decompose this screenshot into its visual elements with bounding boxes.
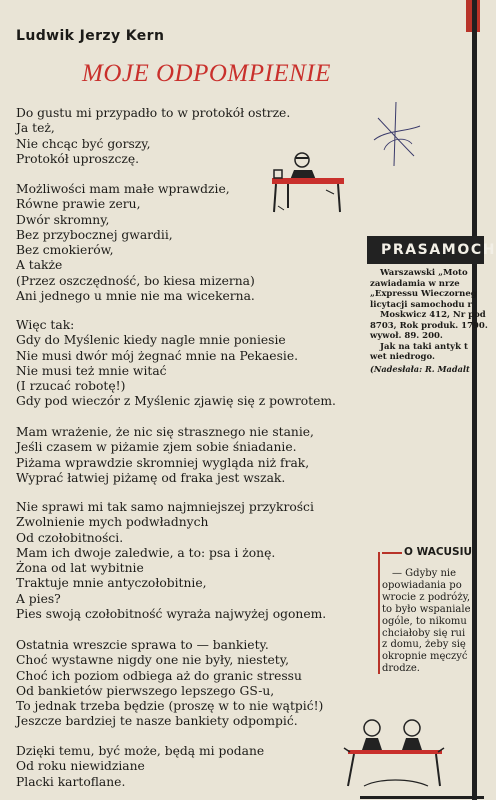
poem-line: Pies swoją czołobitność wyraża najwyżej ogonem.: [16, 607, 327, 622]
sidebar-line: Jak na taki antyk t: [380, 341, 468, 352]
poem-line: Piżama wprawdzie skromniej wygląda niż frak,: [16, 455, 310, 470]
poem-line: Żona od lat wybitnie: [16, 561, 144, 576]
sidebar-line: Warszawski „Moto: [380, 268, 468, 278]
poem-line: Jeśli czasem w piżamie zjem sobie śniadanie.: [16, 440, 297, 455]
sidebar-line: chciałoby się rui: [382, 627, 466, 639]
poem-line: Nie sprawi mi tak samo najmniejszej przykrości: [16, 500, 314, 514]
poem-line: Bez przybocznej gwardii,: [16, 227, 173, 242]
stanza-1: [16, 106, 290, 167]
poem-line: A także: [16, 258, 63, 273]
poem-line: Dwór skromny,: [16, 212, 110, 227]
poem-line: Jeszcze bardziej te nasze bankiety odpompić.: [16, 714, 298, 729]
poem-line: Do gustu mi przypadło to w protokół ostrze.: [16, 106, 291, 120]
sidebar-line: z domu, żeby się: [382, 639, 466, 651]
poem-line: Więc tak:: [16, 318, 75, 332]
poem-line: Możliwości mam małe wprawdzie,: [16, 182, 230, 196]
poem-line: Gdy pod wieczór z Myślenic zjawię się z powrotem.: [16, 394, 336, 409]
poem-line: Nie musi też mnie witać: [16, 363, 167, 378]
bottom-rule: [360, 796, 484, 799]
sidebar-line: opowiadania po: [382, 579, 462, 591]
poem-line: Nie musi dwór mój żegnać mnie na Pekaesie.: [16, 348, 299, 363]
poem-line: Od roku niewidziane: [16, 759, 145, 774]
poem-line: Bez cmokierów,: [16, 243, 114, 258]
poem-line: Od bankietów pierwszego lepszego GS-u,: [16, 683, 275, 698]
poem-line: Mam ich dwoje zaledwie, a to: psa i żonę.: [16, 545, 276, 560]
poem-line: Zwolnienie mych podwładnych: [16, 515, 209, 530]
stanza-7: [16, 744, 264, 790]
wacusiu-heading: O WACUSIU: [404, 546, 473, 558]
poem-line: Traktuje mnie antyczołobitnie,: [16, 576, 207, 591]
poem-line: (Przez oszczędność, bo kiesa mizerna): [16, 273, 255, 288]
sidebar-line: „Expressu Wieczorneg: [370, 289, 477, 299]
poem-title: MOJE ODPOMPIENIE: [82, 60, 331, 87]
stanza-4: [16, 425, 314, 486]
author-name: Ludwik Jerzy Kern: [16, 28, 165, 44]
poem-line: Placki kartoflane.: [16, 774, 126, 789]
prasamoch-heading: PRASAMOCH: [367, 236, 484, 264]
desk-cartoon-illustration: [268, 150, 348, 216]
wacusiu-left-rule: [378, 552, 380, 674]
poem-line: Mam wrażenie, że nic się strasznego nie stanie,: [16, 425, 314, 439]
wacusiu-body: [382, 568, 484, 675]
poem-line: Protokół uproszczę.: [16, 151, 140, 166]
stanza-6: [16, 638, 323, 730]
poem-line: Ostatnia wreszcie sprawa to — bankiety.: [16, 638, 269, 652]
sidebar-line: drodze.: [382, 663, 420, 675]
prasamoch-credit: (Nadesłała: R. Madalt: [370, 364, 470, 374]
sidebar-line: to było wspaniale: [382, 603, 471, 615]
poem-line: A pies?: [16, 591, 61, 606]
sidebar-line: wywoł. 89. 200.: [370, 331, 443, 341]
sidebar-line: zawiadamia w nrze: [370, 278, 460, 289]
poem-line: Ja też,: [16, 121, 55, 136]
poem-line: Gdy do Myślenic kiedy nagle mnie poniesie: [16, 333, 286, 348]
sidebar-line: wrocie z podróży,: [382, 591, 471, 603]
poem-line: (I rzucać robotę!): [16, 379, 126, 394]
sidebar-line: ogóle, to nikomu: [382, 615, 467, 627]
stanza-3: [16, 318, 336, 410]
poem-line: To jednak trzeba będzie (proszę w to nie wątpić!): [16, 699, 324, 714]
poem-line: Wyprać łatwiej piżamę od fraka jest wszak.: [16, 470, 286, 485]
poem-line: Choć wystawne nigdy one nie były, niestety,: [16, 653, 289, 668]
sidebar-line: okropnie męczyć: [382, 651, 468, 663]
stanza-2: [16, 182, 255, 304]
column-divider: [472, 0, 477, 800]
sidebar-line: Moskwicz 412, Nr pod: [380, 310, 486, 320]
poem-line: Ani jednego u mnie nie ma wicekerna.: [16, 289, 255, 304]
poem-line: Nie chcąc być gorszy,: [16, 136, 151, 151]
sidebar-line: 8703, Rok produk. 1790.: [370, 320, 488, 331]
sidebar-line: — Gdyby nie: [392, 568, 457, 579]
poem-line: Dzięki temu, być może, będą mi podane: [16, 744, 265, 758]
poem-line: Równe prawie zeru,: [16, 197, 141, 212]
sidebar-line: wet niedrogo.: [370, 352, 435, 362]
sidebar-line: licytacji samochodu r: [370, 299, 472, 310]
poem-line: Choć ich poziom odbiega aż do granic stressu: [16, 668, 302, 683]
poem-line: Od czołobitności.: [16, 530, 124, 545]
table-cartoon-illustration: [340, 714, 450, 794]
stanza-5: [16, 500, 326, 622]
prasamoch-body: [370, 268, 488, 363]
wacusiu-rule: [382, 552, 402, 554]
scribble-icon: [366, 100, 426, 170]
